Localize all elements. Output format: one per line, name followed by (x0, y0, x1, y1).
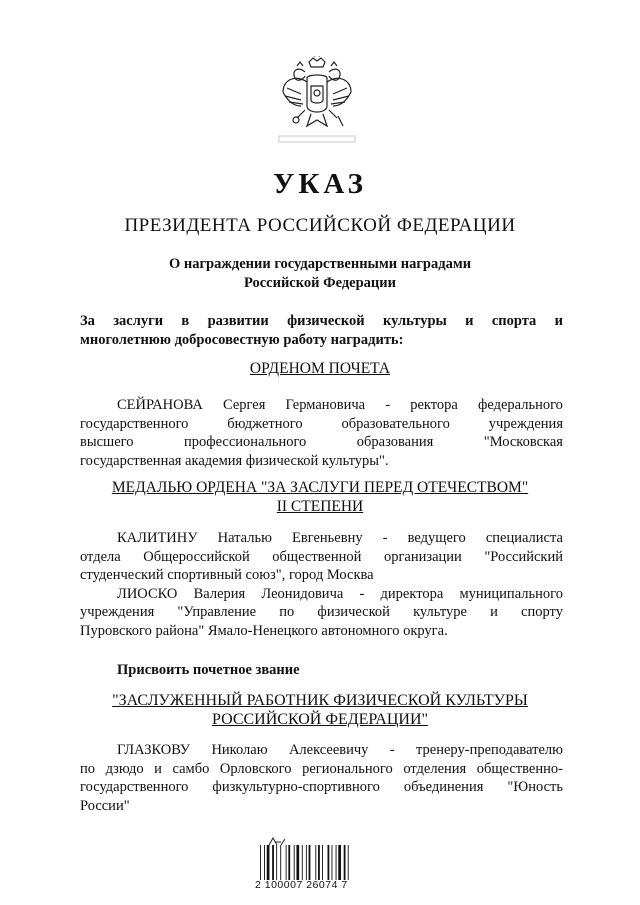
word: ведущего (407, 530, 466, 546)
word: физкультурно-спортивного (212, 779, 380, 795)
award2-r2-line-3: Пуровского района" Ямало-Ненецкого автономного округа. (80, 622, 448, 639)
award2-recipients (80, 529, 563, 640)
word: учреждения (488, 415, 563, 432)
honorary-title-heading (0, 691, 640, 729)
word: За (80, 313, 95, 329)
word: спорта (491, 313, 537, 329)
barcode-bar (294, 845, 295, 880)
word: учреждения (80, 604, 155, 620)
word: спорту (521, 604, 563, 620)
barcode-bar (288, 845, 290, 880)
word: и (465, 313, 474, 329)
word: ЛИОСКО (117, 585, 178, 602)
word: "Управление (177, 604, 257, 620)
word: СЕЙРАНОВА (117, 397, 203, 413)
word: - (389, 742, 395, 758)
barcode-bar (276, 845, 277, 880)
barcode-bar (296, 845, 299, 880)
word: "Российский (484, 548, 563, 565)
intro-line-1 (80, 312, 563, 331)
barcode-bar (264, 845, 265, 880)
word: "Московская (483, 434, 563, 450)
word: - (382, 530, 388, 546)
word: культуре (413, 604, 467, 620)
word: федерального (477, 397, 563, 413)
word: отдела (80, 548, 121, 565)
word: Сергея (222, 397, 266, 413)
decree-subtitle: ПРЕЗИДЕНТА РОССИЙСКОЙ ФЕДЕРАЦИИ (124, 215, 516, 236)
word: по (80, 760, 96, 777)
word: и (554, 313, 563, 329)
barcode-bar (336, 845, 337, 880)
word: Евгеньевну (292, 530, 363, 546)
word: "Юность (507, 779, 563, 795)
intro-line-2: многолетнюю добросовестную работу наградить: (80, 331, 404, 348)
russian-coat-of-arms-icon (277, 56, 357, 146)
honorary-line-2 (80, 760, 563, 779)
word: Леонидовича (261, 585, 344, 602)
word: заслуги (113, 313, 164, 329)
word: объединения (403, 779, 484, 795)
word: профессионального (183, 434, 307, 450)
word: регионального (302, 760, 393, 777)
award2-r1-line-2 (80, 548, 563, 567)
award1-line-4: государственная академия физической культуры". (80, 452, 389, 469)
award2-r2-line-1 (80, 585, 563, 604)
word: государственного (80, 779, 189, 795)
barcode-bar (280, 845, 281, 880)
subject-line-1: О награждении государственными наградами (168, 256, 472, 272)
decree-subject (0, 255, 640, 293)
word: развитии (207, 313, 269, 329)
award1-recipient-paragraph (80, 396, 563, 470)
word: Общероссийской (143, 548, 250, 565)
word: общественно- (476, 760, 563, 777)
word: государственного (80, 415, 189, 432)
word: высшего (80, 434, 134, 450)
word: тренеру-преподавателю (416, 742, 563, 758)
word: Наталью (217, 530, 272, 546)
word: в (181, 313, 190, 329)
award2-heading-line-2: II СТЕПЕНИ (276, 498, 364, 515)
word: специалиста (485, 530, 563, 546)
barcode-bar (309, 845, 311, 880)
barcode-bar (306, 845, 307, 880)
word: Орловского (219, 760, 292, 777)
word: отделения (403, 760, 467, 777)
word: самбо (172, 760, 210, 777)
barcode-bar (322, 845, 323, 880)
word: бюджетного (227, 415, 303, 432)
award-medal-heading (0, 478, 640, 516)
word: образования (356, 434, 434, 450)
honorary-recipient-paragraph (80, 741, 563, 815)
intro-paragraph (80, 312, 563, 349)
word: ГЛАЗКОВУ (117, 742, 191, 758)
subject-line-2: Российской Федерации (243, 275, 396, 291)
honorary-line-1 (80, 741, 563, 760)
honorary-line-3 (80, 778, 563, 797)
barcode-bar (260, 845, 261, 880)
barcode-number: 2 100007 26074 7 (255, 879, 348, 891)
barcode-bar (338, 845, 341, 880)
barcode-bar (344, 845, 346, 880)
word: по (279, 604, 295, 620)
word: Валерия (193, 585, 246, 602)
word: Николаю (211, 742, 268, 758)
word: организации (383, 548, 462, 565)
award2-heading-line-1: МЕДАЛЬЮ ОРДЕНА "ЗА ЗАСЛУГИ ПЕРЕД ОТЕЧЕСТВОМ" (111, 479, 529, 496)
word: - (385, 397, 391, 413)
word: физической (287, 313, 365, 329)
honorary-heading-line-1: "ЗАСЛУЖЕННЫЙ РАБОТНИК ФИЗИЧЕСКОЙ КУЛЬТУРЫ (112, 692, 528, 709)
barcode-bar (318, 845, 320, 880)
barcode-bar (267, 845, 270, 880)
award-order-of-honor-heading: ОРДЕНОМ ПОЧЕТА (249, 360, 391, 377)
word: дзюдо (105, 760, 144, 777)
barcode-bar (302, 845, 303, 880)
word: Германовича (285, 397, 366, 413)
decree-title: УКАЗ (273, 168, 367, 200)
word: ректора (410, 397, 458, 413)
barcode-bar (348, 845, 349, 880)
word: культуры (382, 313, 447, 329)
word: муниципального (459, 585, 563, 602)
barcode-icon (260, 845, 382, 880)
word: общественной (272, 548, 362, 565)
award1-line-1 (80, 396, 563, 415)
award2-r1-line-1 (80, 529, 563, 548)
award1-line-2 (80, 415, 563, 434)
barcode-bar (332, 845, 333, 880)
barcode-bar (272, 845, 274, 880)
barcode-bar (286, 845, 287, 880)
barcode-bar (315, 845, 316, 880)
word: и (490, 604, 498, 620)
award1-line-3 (80, 433, 563, 452)
word: образовательного (341, 415, 450, 432)
barcode-bar (328, 845, 330, 880)
honorary-title-label: Присвоить почетное звание (117, 662, 300, 678)
word: Алексеевичу (288, 742, 369, 758)
award2-r1-line-3: студенческий спортивный союз", город Москва (80, 567, 374, 583)
award2-r2-line-2 (80, 603, 563, 622)
word: директора (380, 585, 444, 602)
honorary-heading-line-2: РОССИЙСКОЙ ФЕДЕРАЦИИ" (211, 711, 429, 728)
word: физической (317, 604, 390, 620)
word: КАЛИТИНУ (117, 530, 198, 546)
word: и (154, 760, 162, 777)
honorary-line-4: России" (80, 797, 130, 814)
word: - (359, 585, 365, 602)
